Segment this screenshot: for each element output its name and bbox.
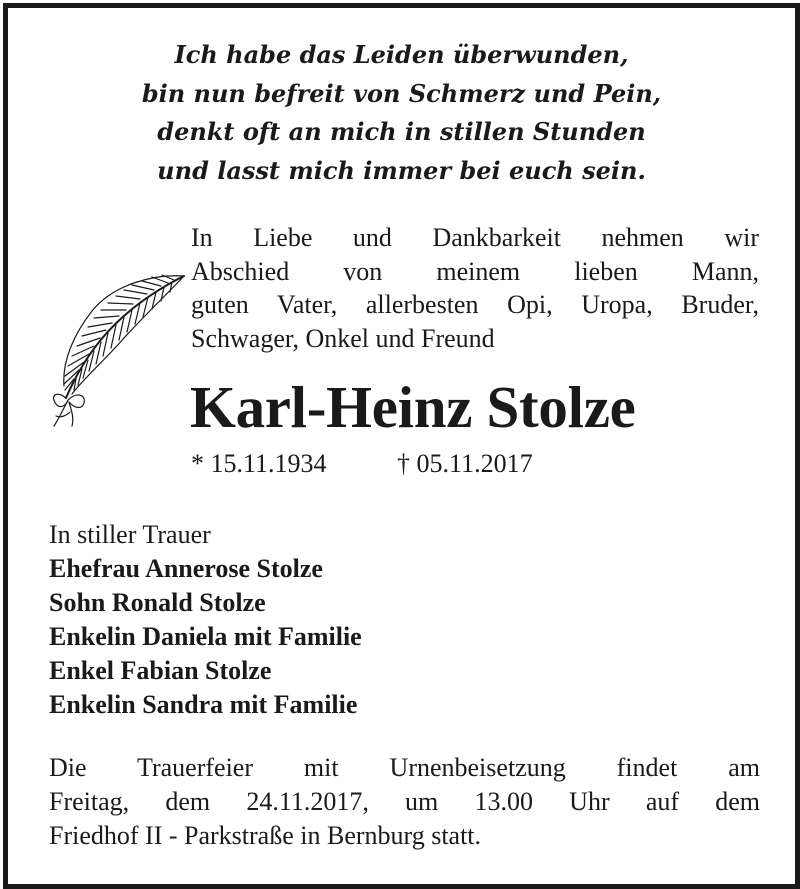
birth-date: * 15.11.1934 [191,449,327,478]
intro-line: Abschied von meinem lieben Mann, [191,256,759,286]
service-line: Friedhof II - Parkstraße in Bernburg statt. [49,821,482,850]
mourner-name: Enkelin Sandra mit Familie [49,690,358,719]
mourner-name: Sohn Ronald Stolze [49,588,266,617]
intro-line: guten Vater, allerbesten Opi, Uropa, Bruder, [191,290,759,319]
mourners-heading: In stiller Trauer [49,520,211,549]
intro-line: Schwager, Onkel und Freund [191,323,495,353]
feather-icon [44,266,190,430]
poem-line: denkt oft an mich in stillen Stunden [157,117,646,146]
service-line: Freitag, dem 24.11.2017, um 13.00 Uhr auf dem [49,787,760,816]
poem-line: und lasst mich immer bei euch sein. [157,155,646,185]
mourner-name: Enkelin Daniela mit Familie [49,622,362,651]
death-date: † 05.11.2017 [397,449,533,478]
poem-line: Ich habe das Leiden überwunden, [174,40,629,69]
service-line: Die Trauerfeier mit Urnenbeisetzung findet am [49,753,760,782]
life-dates [191,449,533,479]
poem-line: bin nun befreit von Schmerz und Pein, [141,78,662,108]
poem [8,36,795,190]
intro-text [191,221,759,355]
deceased-name: Karl-Heinz Stolze [190,374,636,440]
mourner-name: Ehefrau Annerose Stolze [49,554,323,583]
service-announcement [49,751,760,853]
mourners-list [49,518,749,722]
mourner-name: Enkel Fabian Stolze [49,656,272,685]
obituary-card [3,3,800,889]
intro-line: In Liebe und Dankbarkeit nehmen wir [191,223,759,252]
